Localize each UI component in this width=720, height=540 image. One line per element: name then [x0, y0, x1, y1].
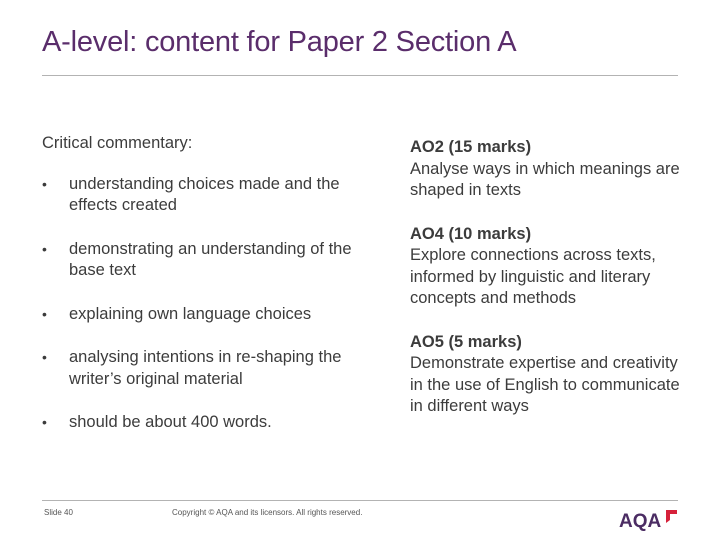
ao4-block	[410, 224, 690, 310]
bullet-text: should be about 400 words.	[69, 413, 272, 431]
ao2-heading: AO2 (15 marks)	[410, 138, 532, 156]
page-title: A-level: content for Paper 2 Section A	[42, 26, 517, 58]
title-divider	[42, 75, 678, 76]
critical-commentary-heading: Critical commentary:	[42, 134, 193, 152]
bullet-text: demonstrating an understanding of the base text	[69, 239, 352, 279]
list-item	[42, 412, 372, 434]
slide-number: Slide 40	[44, 508, 73, 517]
bullet-text: understanding choices made and the effects created	[69, 174, 340, 214]
ao5-description: Demonstrate expertise and creativity in the use of English to communicate in different ways	[410, 354, 680, 415]
logo-mark-icon	[666, 510, 677, 523]
list-item	[42, 347, 372, 390]
ao2-description: Analyse ways in which meanings are shaped in texts	[410, 159, 680, 199]
assessment-objectives-column	[410, 137, 690, 440]
bullet-icon: •	[42, 240, 47, 257]
ao5-heading: AO5 (5 marks)	[410, 332, 522, 351]
ao4-description: Explore connections across texts, informed by linguistic and literary concepts and methods	[410, 246, 656, 307]
bullet-icon: •	[42, 305, 47, 322]
ao2-block	[410, 137, 690, 202]
list-item	[42, 304, 372, 326]
commentary-bullet-list	[42, 174, 372, 434]
list-item	[42, 174, 372, 217]
bullet-text: explaining own language choices	[69, 304, 312, 323]
bullet-icon: •	[42, 349, 47, 365]
critical-commentary-column	[42, 133, 372, 456]
bullet-icon: •	[42, 175, 47, 192]
bullet-text: analysing intentions in re-shaping the writer’s original material	[69, 348, 342, 388]
aqa-logo-icon	[619, 507, 681, 531]
list-item	[42, 239, 372, 282]
bullet-icon: •	[42, 414, 47, 430]
copyright-notice: Copyright © AQA and its licensors. All rights reserved.	[172, 508, 363, 517]
ao4-heading: AO4 (10 marks)	[410, 224, 532, 243]
logo-text: AQA	[619, 511, 662, 531]
ao5-block	[410, 332, 690, 418]
footer-divider	[42, 500, 678, 501]
